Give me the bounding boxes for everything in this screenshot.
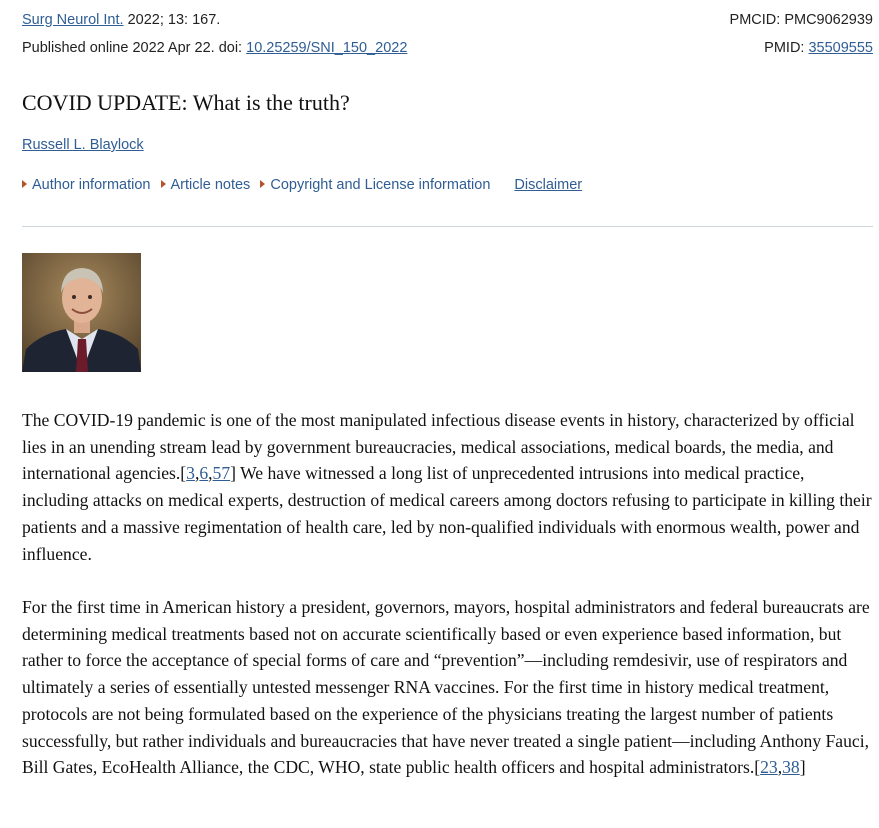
paragraph-text: For the first time in American history a president, governors, mayors, hospital administrators and federal bureaucrats are determining medical treatments based not on accurate scientifically based or even experience based information, but rather to force the acceptance of special forms of care and “prevention”—including remdesivir, use of respirators and ultimately a series of essentially untested messenger RNA vaccines. For the first time in history medical treatment, protocols are not being formulated based on the experience of the physicians treating the largest number of patients successfully, but rather individuals and bureaucracies that have never treated a single patient—including Anthony Fauci, Bill Gates, EcoHealth Alliance, the CDC, WHO, state public health officers and hospital administrators.[ <box>22 597 870 778</box>
expand-triangle-icon <box>161 180 166 188</box>
published-text: Published online 2022 Apr 22. doi: <box>22 40 247 56</box>
issue-text: 2022; 13: 167. <box>127 12 221 28</box>
tab-author-information[interactable] <box>22 177 150 193</box>
journal-link[interactable]: Surg Neurol Int. <box>22 12 124 28</box>
pmcid-text: PMCID: PMC9062939 <box>729 12 873 28</box>
author-link[interactable]: Russell L. Blaylock <box>22 137 144 153</box>
expand-triangle-icon <box>260 180 265 188</box>
tab-article-notes[interactable] <box>161 177 251 193</box>
reference-link[interactable]: 6 <box>199 463 209 484</box>
body-paragraph: For the first time in American history a president, governors, mayors, hospital administrators and federal bureaucrats are determining medical treatments based not on accurate scientifically based or even experience based information, but rather to force the acceptance of special forms of care and “prevention”—including remdesivir, use of respirators and ultimately a series of essentially untested messenger RNA vaccines. For the first time in history medical treatment, protocols are not being formulated based on the experience of the physicians treating the largest number of patients successfully, but rather individuals and bureaucracies that have never treated a single patient—including Anthony Fauci, Bill Gates, EcoHealth Alliance, the CDC, WHO, state public health officers and hospital administrators.[23,38] <box>22 597 870 778</box>
author-photo <box>22 253 141 372</box>
paragraph-text: ] We have witnessed a long list of unprecedented intrusions into medical practice, including attacks on medical experts, destruction of medical careers among doctors refusing to participate in killing their patients and a massive regimentation of health care, led by non-qualified individuals with enormous wealth, power and influence. <box>22 463 872 564</box>
reference-link[interactable]: 23 <box>760 757 778 778</box>
info-tabs <box>22 177 582 193</box>
reference-link[interactable]: 3 <box>186 463 195 484</box>
reference-link[interactable]: 57 <box>212 463 231 484</box>
publication-row <box>22 39 873 57</box>
author-row <box>22 137 144 153</box>
tab-label: Article notes <box>170 177 251 193</box>
pmid-label: PMID: <box>764 40 809 56</box>
expand-triangle-icon <box>22 180 27 188</box>
tab-copyright-license[interactable] <box>260 177 490 193</box>
pmid-block <box>764 39 873 57</box>
tab-label: Copyright and License information <box>270 177 491 193</box>
citation-row <box>22 11 873 29</box>
pmid-link[interactable]: 35509555 <box>808 40 873 56</box>
divider <box>22 226 873 227</box>
paragraph-text: ] <box>799 757 806 778</box>
disclaimer-link[interactable]: Disclaimer <box>514 177 583 193</box>
body-paragraph: The COVID-19 pandemic is one of the most manipulated infectious disease events in history, characterized by official lies in an unending stream lead by government bureaucracies, medical associations, medical boards, the media, and international agencies.[3,6,57] We have witnessed a long list of unprecedented intrusions into medical practice, including attacks on medical experts, destruction of medical careers among doctors refusing to participate in killing their patients and a massive regimentation of health care, led by non-qualified individuals with enormous wealth, power and influence. <box>22 410 872 564</box>
article-title: COVID UPDATE: What is the truth? <box>22 90 350 115</box>
doi-link[interactable]: 10.25259/SNI_150_2022 <box>246 40 408 56</box>
reference-link[interactable]: 38 <box>782 757 800 778</box>
paragraph-text: The COVID-19 pandemic is one of the most manipulated infectious disease events in history, characterized by official lies in an unending stream lead by government bureaucracies, medical associations, medical boards, the media, and international agencies.[ <box>22 410 855 484</box>
author-portrait-image <box>22 253 141 372</box>
tab-label: Author information <box>32 177 151 193</box>
